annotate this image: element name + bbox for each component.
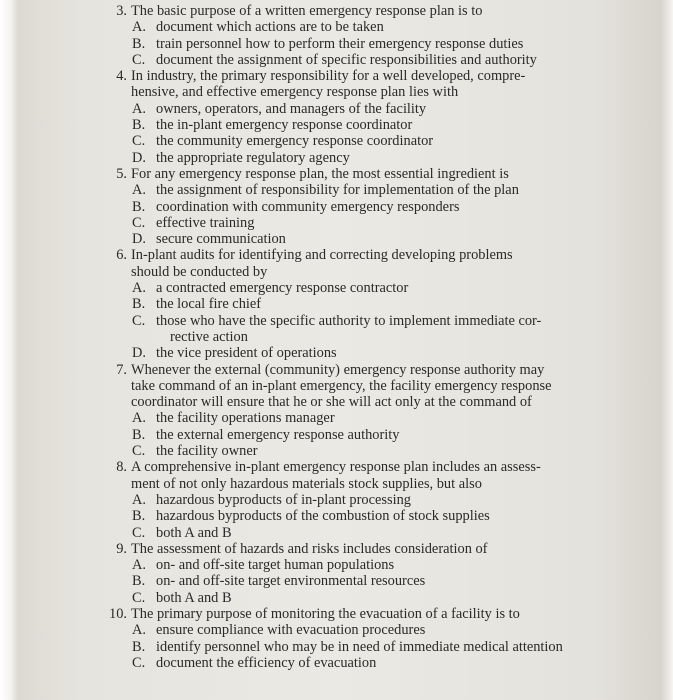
- answer-option: [132, 52, 673, 68]
- answer-option: [132, 622, 673, 638]
- option-text: [156, 508, 596, 524]
- question-number: 4.: [116, 68, 127, 85]
- option-text-line: the community emergency response coordinator: [156, 133, 434, 150]
- option-letter: C.: [132, 312, 146, 329]
- option-text: [156, 573, 596, 589]
- question-stem-line: [0, 606, 673, 622]
- answer-options: [132, 101, 673, 166]
- option-text-line: secure communication: [156, 231, 286, 248]
- option-text: [156, 36, 596, 52]
- option-letter: D.: [132, 149, 146, 166]
- option-text: [156, 427, 596, 443]
- option-text-line: ensure compliance with evacuation procedures: [156, 622, 426, 639]
- question-stem-line: [0, 459, 673, 475]
- option-letter: C.: [132, 214, 146, 231]
- answer-option: [132, 182, 673, 198]
- option-text: [156, 280, 596, 296]
- option-text: [156, 117, 596, 133]
- question-block: [0, 459, 673, 540]
- question-number: 8.: [116, 459, 127, 476]
- option-letter: B.: [132, 426, 146, 443]
- question-text: The assessment of hazards and risks includes consideration of: [131, 540, 488, 557]
- question-block: [0, 606, 673, 671]
- option-text: [156, 410, 596, 426]
- option-text-line: train personnel how to perform their emergency response duties: [156, 35, 524, 52]
- question-stem-line: [0, 541, 673, 557]
- option-letter: B.: [132, 198, 146, 215]
- answer-options: [132, 19, 673, 68]
- option-text: [156, 443, 596, 459]
- question-text: ment of not only hazardous materials stock supplies, but also: [131, 475, 482, 492]
- question-number: 10.: [109, 605, 127, 622]
- option-letter: A.: [132, 19, 146, 36]
- option-text: [156, 345, 596, 361]
- question-number: 5.: [116, 165, 127, 182]
- option-letter: A.: [132, 557, 146, 574]
- question-block: [0, 362, 673, 460]
- option-letter: A.: [132, 622, 146, 639]
- option-text: [156, 150, 596, 166]
- answer-option: [132, 101, 673, 117]
- question-stem-line: [0, 362, 673, 378]
- answer-option: [132, 639, 673, 655]
- answer-option: [132, 199, 673, 215]
- question-block: [0, 68, 673, 166]
- number-spacer: [0, 264, 131, 280]
- option-text-line: a contracted emergency response contractor: [156, 280, 409, 297]
- option-letter: A.: [132, 280, 146, 297]
- option-letter: B.: [132, 573, 146, 590]
- option-text-line: owners, operators, and managers of the facility: [156, 100, 427, 117]
- answer-option: [132, 410, 673, 426]
- option-text-line: hazardous byproducts of the combustion of stock supplies: [156, 508, 490, 525]
- question-text: The basic purpose of a written emergency response plan is to: [131, 3, 483, 19]
- answer-option: [132, 117, 673, 133]
- question-stem-line: [0, 394, 673, 410]
- option-text-line: the local fire chief: [156, 296, 262, 313]
- option-letter: D.: [132, 231, 146, 248]
- option-text-line: the vice president of operations: [156, 345, 337, 362]
- option-letter: C.: [132, 133, 146, 150]
- answer-options: [132, 492, 673, 541]
- option-text: [156, 19, 596, 35]
- question-stem-line: [0, 378, 673, 394]
- number-spacer: [0, 378, 131, 394]
- option-letter: C.: [132, 589, 146, 606]
- answer-option: [132, 280, 673, 296]
- option-text-line: the facility owner: [156, 443, 258, 460]
- option-text: [156, 231, 596, 247]
- question-text: For any emergency response plan, the most essential ingredient is: [131, 165, 509, 182]
- option-text-continuation: rective action: [170, 328, 248, 345]
- answer-option: [132, 590, 673, 606]
- question-text: In-plant audits for identifying and correcting developing problems: [131, 247, 513, 264]
- answer-option: [132, 443, 673, 459]
- answer-option: [132, 133, 673, 149]
- question-block: [0, 541, 673, 606]
- question-stem-line: [0, 166, 673, 182]
- answer-option: [132, 427, 673, 443]
- option-text-line: both A and B: [156, 589, 232, 606]
- option-text: [156, 133, 596, 149]
- question-stem-line: [0, 68, 673, 84]
- question-stem-line: [0, 247, 673, 263]
- option-text: [156, 655, 596, 671]
- question-text: A comprehensive in-plant emergency response plan includes an assess-: [131, 459, 541, 476]
- option-text-line: on- and off-site target human populations: [156, 557, 395, 574]
- answer-option: [132, 36, 673, 52]
- option-text-line: identify personnel who may be in need of immediate medical attention: [156, 638, 563, 655]
- answer-option: [132, 655, 673, 671]
- question-text: hensive, and effective emergency response plan lies with: [131, 84, 459, 101]
- number-spacer: [0, 476, 131, 492]
- option-letter: C.: [132, 51, 146, 68]
- answer-option: [132, 231, 673, 247]
- answer-options: [132, 280, 673, 361]
- answer-option: [132, 573, 673, 589]
- question-stem-line: [0, 3, 673, 19]
- question-number: 7.: [116, 361, 127, 378]
- answer-option: [132, 19, 673, 35]
- answer-option: [132, 215, 673, 231]
- option-text-line: document the assignment of specific responsibilities and authority: [156, 51, 537, 68]
- option-text-line: coordination with community emergency responders: [156, 198, 460, 215]
- option-text: [156, 622, 596, 638]
- question-stem-line: [0, 264, 673, 280]
- option-text: [156, 52, 596, 68]
- option-letter: C.: [132, 524, 146, 541]
- answer-option: [132, 345, 673, 361]
- question-text: should be conducted by: [131, 263, 268, 280]
- question-text: The primary purpose of monitoring the evacuation of a facility is to: [131, 605, 520, 622]
- option-text-line: the external emergency response authority: [156, 426, 400, 443]
- option-text-line: hazardous byproducts of in-plant processing: [156, 491, 411, 508]
- option-letter: C.: [132, 443, 146, 460]
- question-list: [0, 3, 673, 700]
- option-letter: B.: [132, 35, 146, 52]
- option-letter: D.: [132, 345, 146, 362]
- option-text: [156, 525, 596, 541]
- option-text: [156, 101, 596, 117]
- option-text-line: the assignment of responsibility for implementation of the plan: [156, 182, 519, 199]
- question-stem-line: [0, 84, 673, 100]
- option-text: [156, 492, 596, 508]
- option-letter: B.: [132, 117, 146, 134]
- option-letter: C.: [132, 654, 146, 671]
- answer-options: [132, 182, 673, 247]
- option-text-line: document which actions are to be taken: [156, 19, 384, 36]
- question-text: coordinator will ensure that he or she will act only at the command of: [131, 394, 532, 411]
- option-text-line: the facility operations manager: [156, 410, 335, 427]
- option-text: [156, 296, 596, 312]
- option-letter: B.: [132, 296, 146, 313]
- option-letter: A.: [132, 100, 146, 117]
- question-stem-line: [0, 476, 673, 492]
- answer-option: [132, 313, 673, 346]
- option-letter: B.: [132, 508, 146, 525]
- answer-option: [132, 508, 673, 524]
- option-text-line: the in-plant emergency response coordinator: [156, 117, 413, 134]
- question-block: [0, 3, 673, 68]
- question-block: [0, 166, 673, 247]
- answer-option: [132, 492, 673, 508]
- answer-option: [132, 557, 673, 573]
- option-letter: B.: [132, 638, 146, 655]
- option-text: [156, 182, 596, 198]
- option-text: [156, 590, 596, 606]
- option-text: [156, 639, 596, 655]
- answer-option: [132, 296, 673, 312]
- question-text: take command of an in-plant emergency, the facility emergency response: [131, 377, 552, 394]
- option-text: [156, 215, 596, 231]
- answer-options: [132, 410, 673, 459]
- answer-option: [132, 525, 673, 541]
- option-text-line: the appropriate regulatory agency: [156, 149, 350, 166]
- question-text: Whenever the external (community) emergency response authority may: [131, 361, 545, 378]
- option-text-line: both A and B: [156, 524, 232, 541]
- question-text: In industry, the primary responsibility for a well developed, compre-: [131, 68, 526, 85]
- option-letter: A.: [132, 410, 146, 427]
- question-number: 3.: [116, 3, 127, 19]
- number-spacer: [0, 394, 131, 410]
- option-text: [156, 199, 596, 215]
- option-text: [156, 313, 596, 346]
- answer-option: [132, 150, 673, 166]
- answer-options: [132, 622, 673, 671]
- option-text-line: those who have the specific authority to implement immediate cor-: [156, 312, 542, 329]
- option-text-line: document the efficiency of evacuation: [156, 654, 377, 671]
- question-number: 9.: [116, 540, 127, 557]
- question-block: [0, 247, 673, 361]
- option-letter: A.: [132, 182, 146, 199]
- option-letter: A.: [132, 491, 146, 508]
- question-number: 6.: [116, 247, 127, 264]
- option-text-line: effective training: [156, 214, 255, 231]
- number-spacer: [0, 84, 131, 100]
- answer-options: [132, 557, 673, 606]
- option-text-line: on- and off-site target environmental resources: [156, 573, 426, 590]
- option-text: [156, 557, 596, 573]
